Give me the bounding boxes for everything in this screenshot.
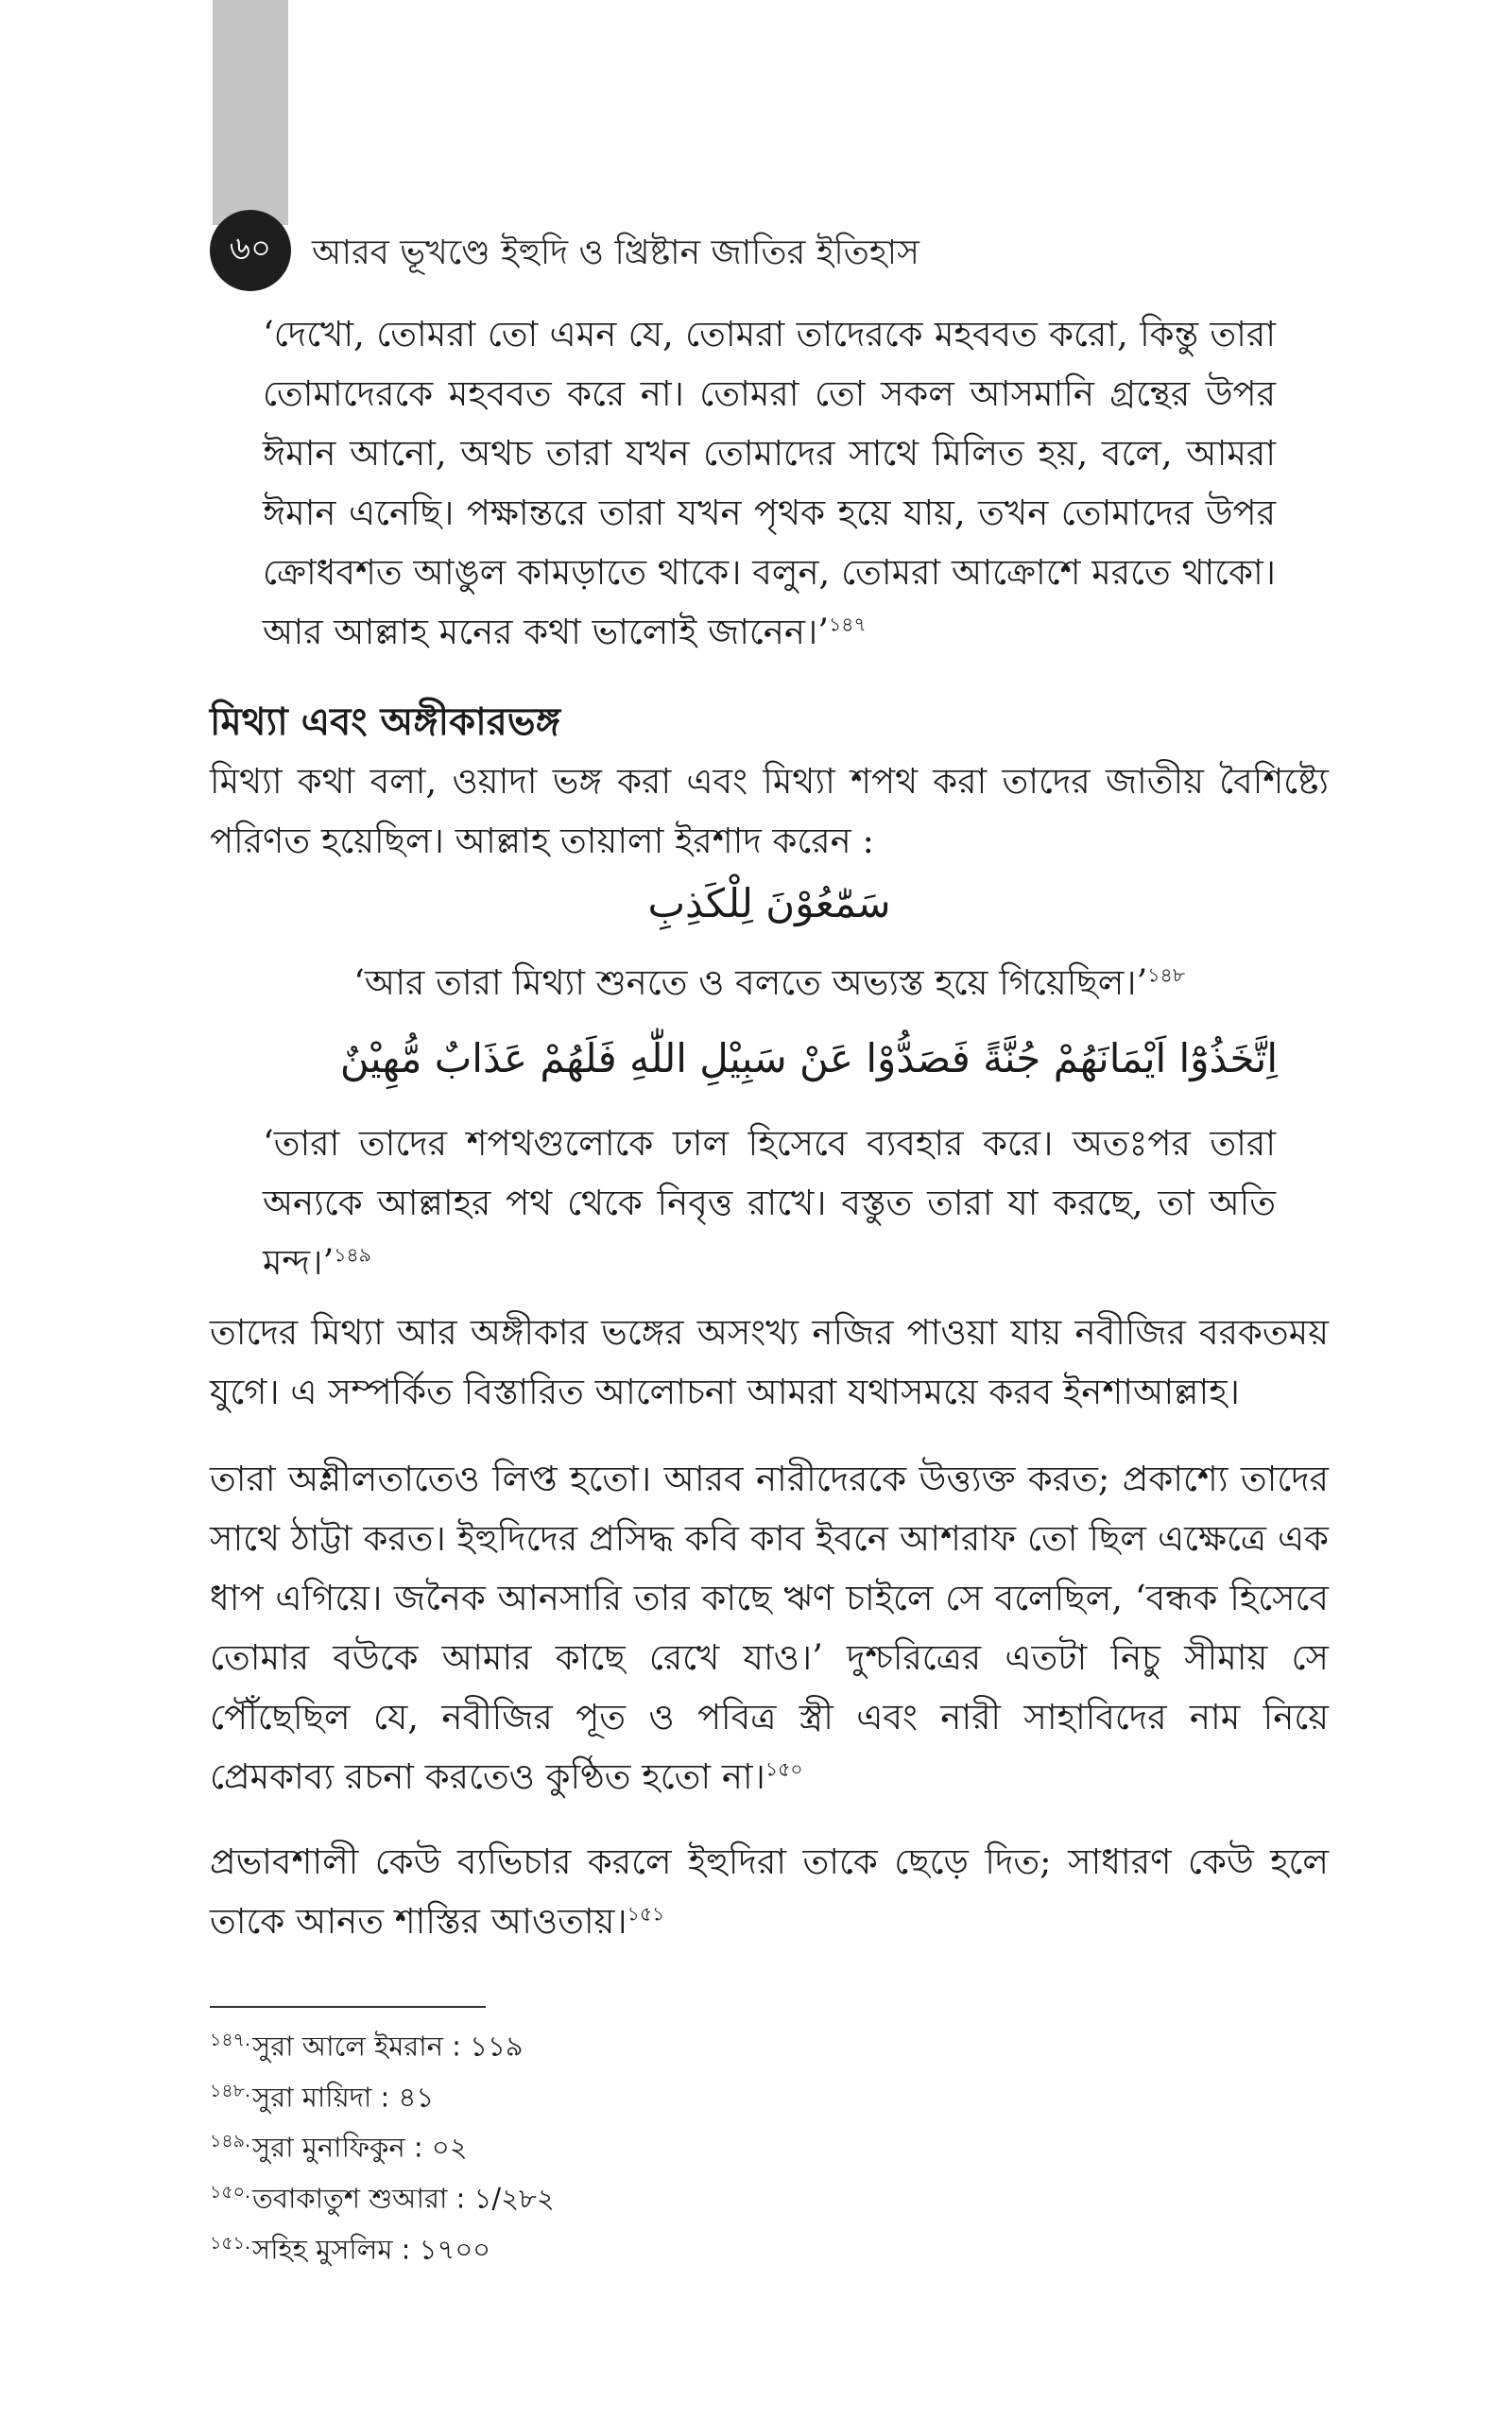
paragraph-2-text: তারা অশ্লীলতাতেও লিপ্ত হতো। আরব নারীদেরকে উত্ত্যক্ত করত; প্রকাশ্যে তাদের সাথে ঠাট্টা করত। ইহুদিদের প্রসিদ্ধ কবি কাব ইবনে আশরাফ তো ছিল এক্ষেত্রে এক ধাপ এগিয়ে। জনৈক আনসারি তার কাছে ঋণ চাইলে সে বলেছিল, ‘বন্ধক হিসেবে তোমার বউকে আমার কাছে রেখে যাও।’ দুশ্চরিত্রের এতটা নিচু সীমায় সে পৌঁছেছিল যে, নবীজির পূত ও পবিত্র স্ত্রী এবং নারী সাহাবিদের নাম নিয়ে প্রেমকাব্য রচনা করতেও কুণ্ঠিত হতো না। xyxy=(210,1459,1329,1797)
footnote-ref-149: ১৪৯ xyxy=(334,1243,371,1267)
paragraph-3-text: প্রভাবশালী কেউ ব্যভিচার করলে ইহুদিরা তাকে ছেড়ে দিত; সাধারণ কেউ হলে তাকে আনত শাস্তির আওতায়। xyxy=(210,1841,1329,1942)
footnote-item xyxy=(210,2119,555,2170)
arabic-verse-2: اِتَّخَذُوْٓا اَيْمَانَهُمْ جُنَّةً فَصَدُّوْا عَنْ سَبِيْلِ اللّٰهِ فَلَهُمْ عَذَابٌ مُّهِيْنٌ xyxy=(339,1035,1278,1081)
footnote-list xyxy=(210,2018,555,2272)
section-heading: মিথ্যা এবং অঙ্গীকারভঙ্গ xyxy=(210,700,561,744)
footnote-item xyxy=(210,2018,555,2069)
footnote-number: ১৫০. xyxy=(210,2181,251,2203)
arabic-verse-1: سَمّٰعُوْنَ لِلْكَذِبِ xyxy=(647,880,891,926)
translation-2-text: ‘তারা তাদের শপথগুলোকে ঢাল হিসেবে ব্যবহার করে। অতঃপর তারা অন্যকে আল্লাহর পথ থেকে নিবৃত্ত রাখে। বস্তুত তারা যা করছে, তা অতি মন্দ।’ xyxy=(263,1123,1276,1283)
footnote-text: সহিহ মুসলিম : ১৭০০ xyxy=(252,2233,491,2266)
footnote-item xyxy=(210,2069,555,2120)
paragraph-2 xyxy=(210,1449,1329,1806)
paragraph-3 xyxy=(210,1832,1329,1951)
header-tab-bar xyxy=(213,0,288,225)
footnote-number: ১৪৭. xyxy=(210,2030,251,2050)
intro-paragraph xyxy=(210,752,1329,871)
translation-2 xyxy=(263,1114,1276,1292)
paragraph-1-text: তাদের মিথ্যা আর অঙ্গীকার ভঙ্গের অসংখ্য নজির পাওয়া যায় নবীজির বরকতময় যুগে। এ সম্পর্কিত বিস্তারিত আলোচনা আমরা যথাসময়ে করব ইনশাআল্লাহ। xyxy=(210,1312,1329,1412)
footnote-text: সুরা মায়িদা : ৪১ xyxy=(252,2081,435,2114)
footnote-ref-151: ১৫১ xyxy=(627,1902,665,1926)
footnote-text: সুরা আলে ইমরান : ১১৯ xyxy=(252,2030,524,2063)
intro-text: মিথ্যা কথা বলা, ওয়াদা ভঙ্গ করা এবং মিথ্যা শপথ করা তাদের জাতীয় বৈশিষ্ট্যে পরিণত হয়েছিল। আল্লাহ তায়ালা ইরশাদ করেন : xyxy=(210,761,1329,861)
footnote-item xyxy=(210,2221,555,2273)
page-number: ৬০ xyxy=(229,229,272,268)
translation-1-text: ‘আর তারা মিথ্যা শুনতে ও বলতে অভ্যস্ত হয়ে গিয়েছিল।’ xyxy=(353,962,1148,1003)
quote-text: ‘দেখো, তোমরা তো এমন যে, তোমরা তাদেরকে মহববত করো, কিন্তু তারা তোমাদেরকে মহববত করে না। তোমরা তো সকল আসমানি গ্রন্থের উপর ঈমান আনো, অথচ তারা যখন তোমাদের সাথে মিলিত হয়, বলে, আমরা ঈমান এনেছি। পক্ষান্তরে তারা যখন পৃথক হয়ে যায়, তখন তোমাদের উপর ক্রোধবশত আঙুল কামড়াতে থাকে। বলুন, তোমরা আক্রোশে মরতে থাকো। আর আল্লাহ মনের কথা ভালোই জানেন।’ xyxy=(263,314,1276,652)
page-number-badge xyxy=(210,210,291,291)
paragraph-1 xyxy=(210,1303,1329,1422)
footnote-number: ১৪৮. xyxy=(210,2080,251,2101)
footnote-item xyxy=(210,2170,555,2221)
footnote-ref-147: ১৪৭ xyxy=(828,613,867,636)
footnote-ref-148: ১৪৮ xyxy=(1147,963,1185,987)
footnote-divider xyxy=(210,2006,486,2008)
footnote-text: সুরা মুনাফিকুন : ০২ xyxy=(252,2131,468,2164)
footnote-number: ১৪৯. xyxy=(210,2131,251,2152)
footnote-ref-150: ১৫০ xyxy=(765,1757,803,1781)
footnote-text: তবাকাতুশ শুআরা : ১/২৮২ xyxy=(252,2182,555,2215)
running-title: আরব ভূখণ্ডে ইহুদি ও খ্রিষ্টান জাতির ইতিহাস xyxy=(312,233,919,272)
footnote-number: ১৫১. xyxy=(210,2232,251,2254)
quote-paragraph-1 xyxy=(263,304,1276,662)
translation-1 xyxy=(210,955,1329,1011)
